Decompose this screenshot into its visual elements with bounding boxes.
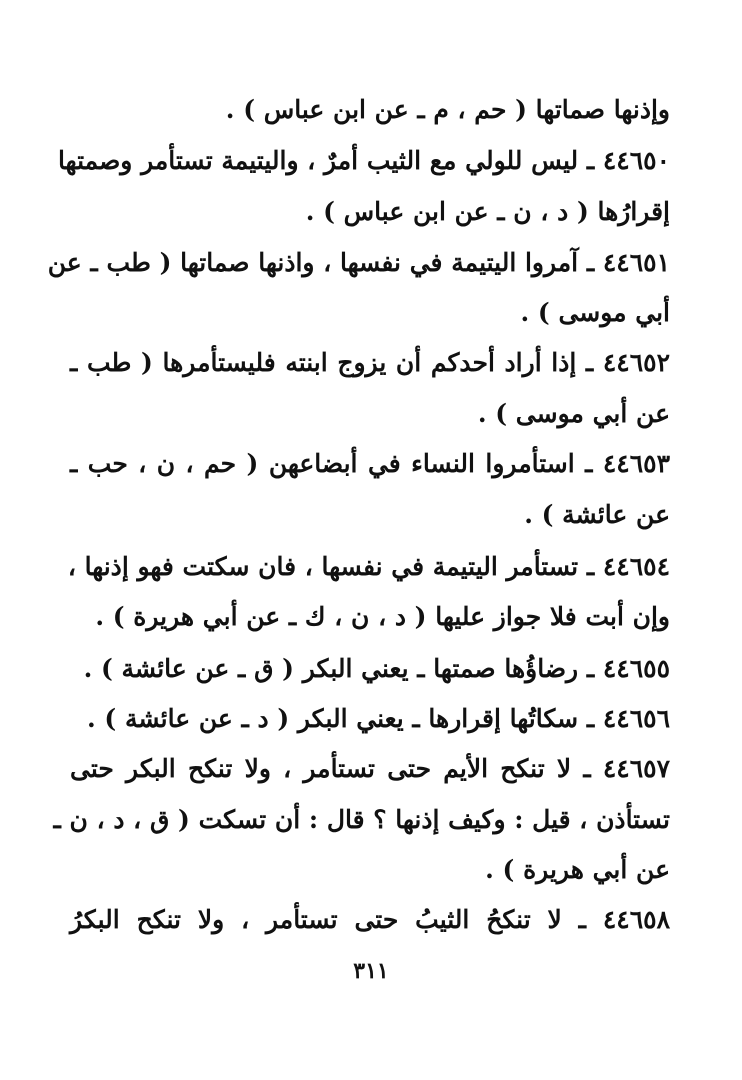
text-line-7: عن أبي موسى ) . [477, 399, 670, 428]
text-line-8: ٤٤٦٥٣ ـ استأمروا النساء في أبضاعهن ( حم ، ن ، حب ـ [70, 449, 670, 478]
text-line-2: ٤٤٦٥٠ ـ ليس للولي مع الثيب أمرٌ ، واليتيمة تستأمر وصمتها [57, 146, 670, 175]
page-number: ٣١١ [353, 958, 389, 984]
text-line-10: ٤٤٦٥٤ ـ تستأمر اليتيمة في نفسها ، فان سكتت فهو إذنها ، [67, 552, 670, 581]
text-line-11: وإن أبت فلا جواز عليها ( د ، ن ، ك ـ عن أبي هريرة ) . [95, 602, 670, 631]
text-line-9: عن عائشة ) . [524, 500, 670, 529]
text-line-16: عن أبي هريرة ) . [485, 855, 670, 884]
text-line-15: تستأذن ، قيل : وكيف إذنها ؟ قال : أن تسكت ( ق ، د ، ن ـ [53, 805, 670, 834]
text-line-12: ٤٤٦٥٥ ـ رضاؤُها صمتها ـ يعني البكر ( ق ـ عن عائشة ) . [83, 654, 670, 683]
text-line-4: ٤٤٦٥١ ـ آمروا اليتيمة في نفسها ، واذنها صماتها ( طب ـ عن [47, 248, 670, 277]
text-line-1: وإذنها صماتها ( حم ، م ـ عن ابن عباس ) . [225, 95, 670, 124]
text-line-17: ٤٤٦٥٨ ـ لا تنكحُ الثيبُ حتى تستأمر ، ولا تنكح البكرُ [70, 905, 670, 934]
text-line-5: أبي موسى ) . [520, 298, 670, 327]
text-line-3: إقرارُها ( د ، ن ـ عن ابن عباس ) . [305, 197, 670, 226]
text-line-6: ٤٤٦٥٢ ـ إذا أراد أحدكم أن يزوج ابنته فليستأمرها ( طب ـ [70, 348, 670, 377]
text-line-13: ٤٤٦٥٦ ـ سكاتُها إقرارها ـ يعني البكر ( د ـ عن عائشة ) . [87, 704, 670, 733]
text-line-14: ٤٤٦٥٧ ـ لا تنكح الأيم حتى تستأمر ، ولا تنكح البكر حتى [70, 754, 670, 783]
